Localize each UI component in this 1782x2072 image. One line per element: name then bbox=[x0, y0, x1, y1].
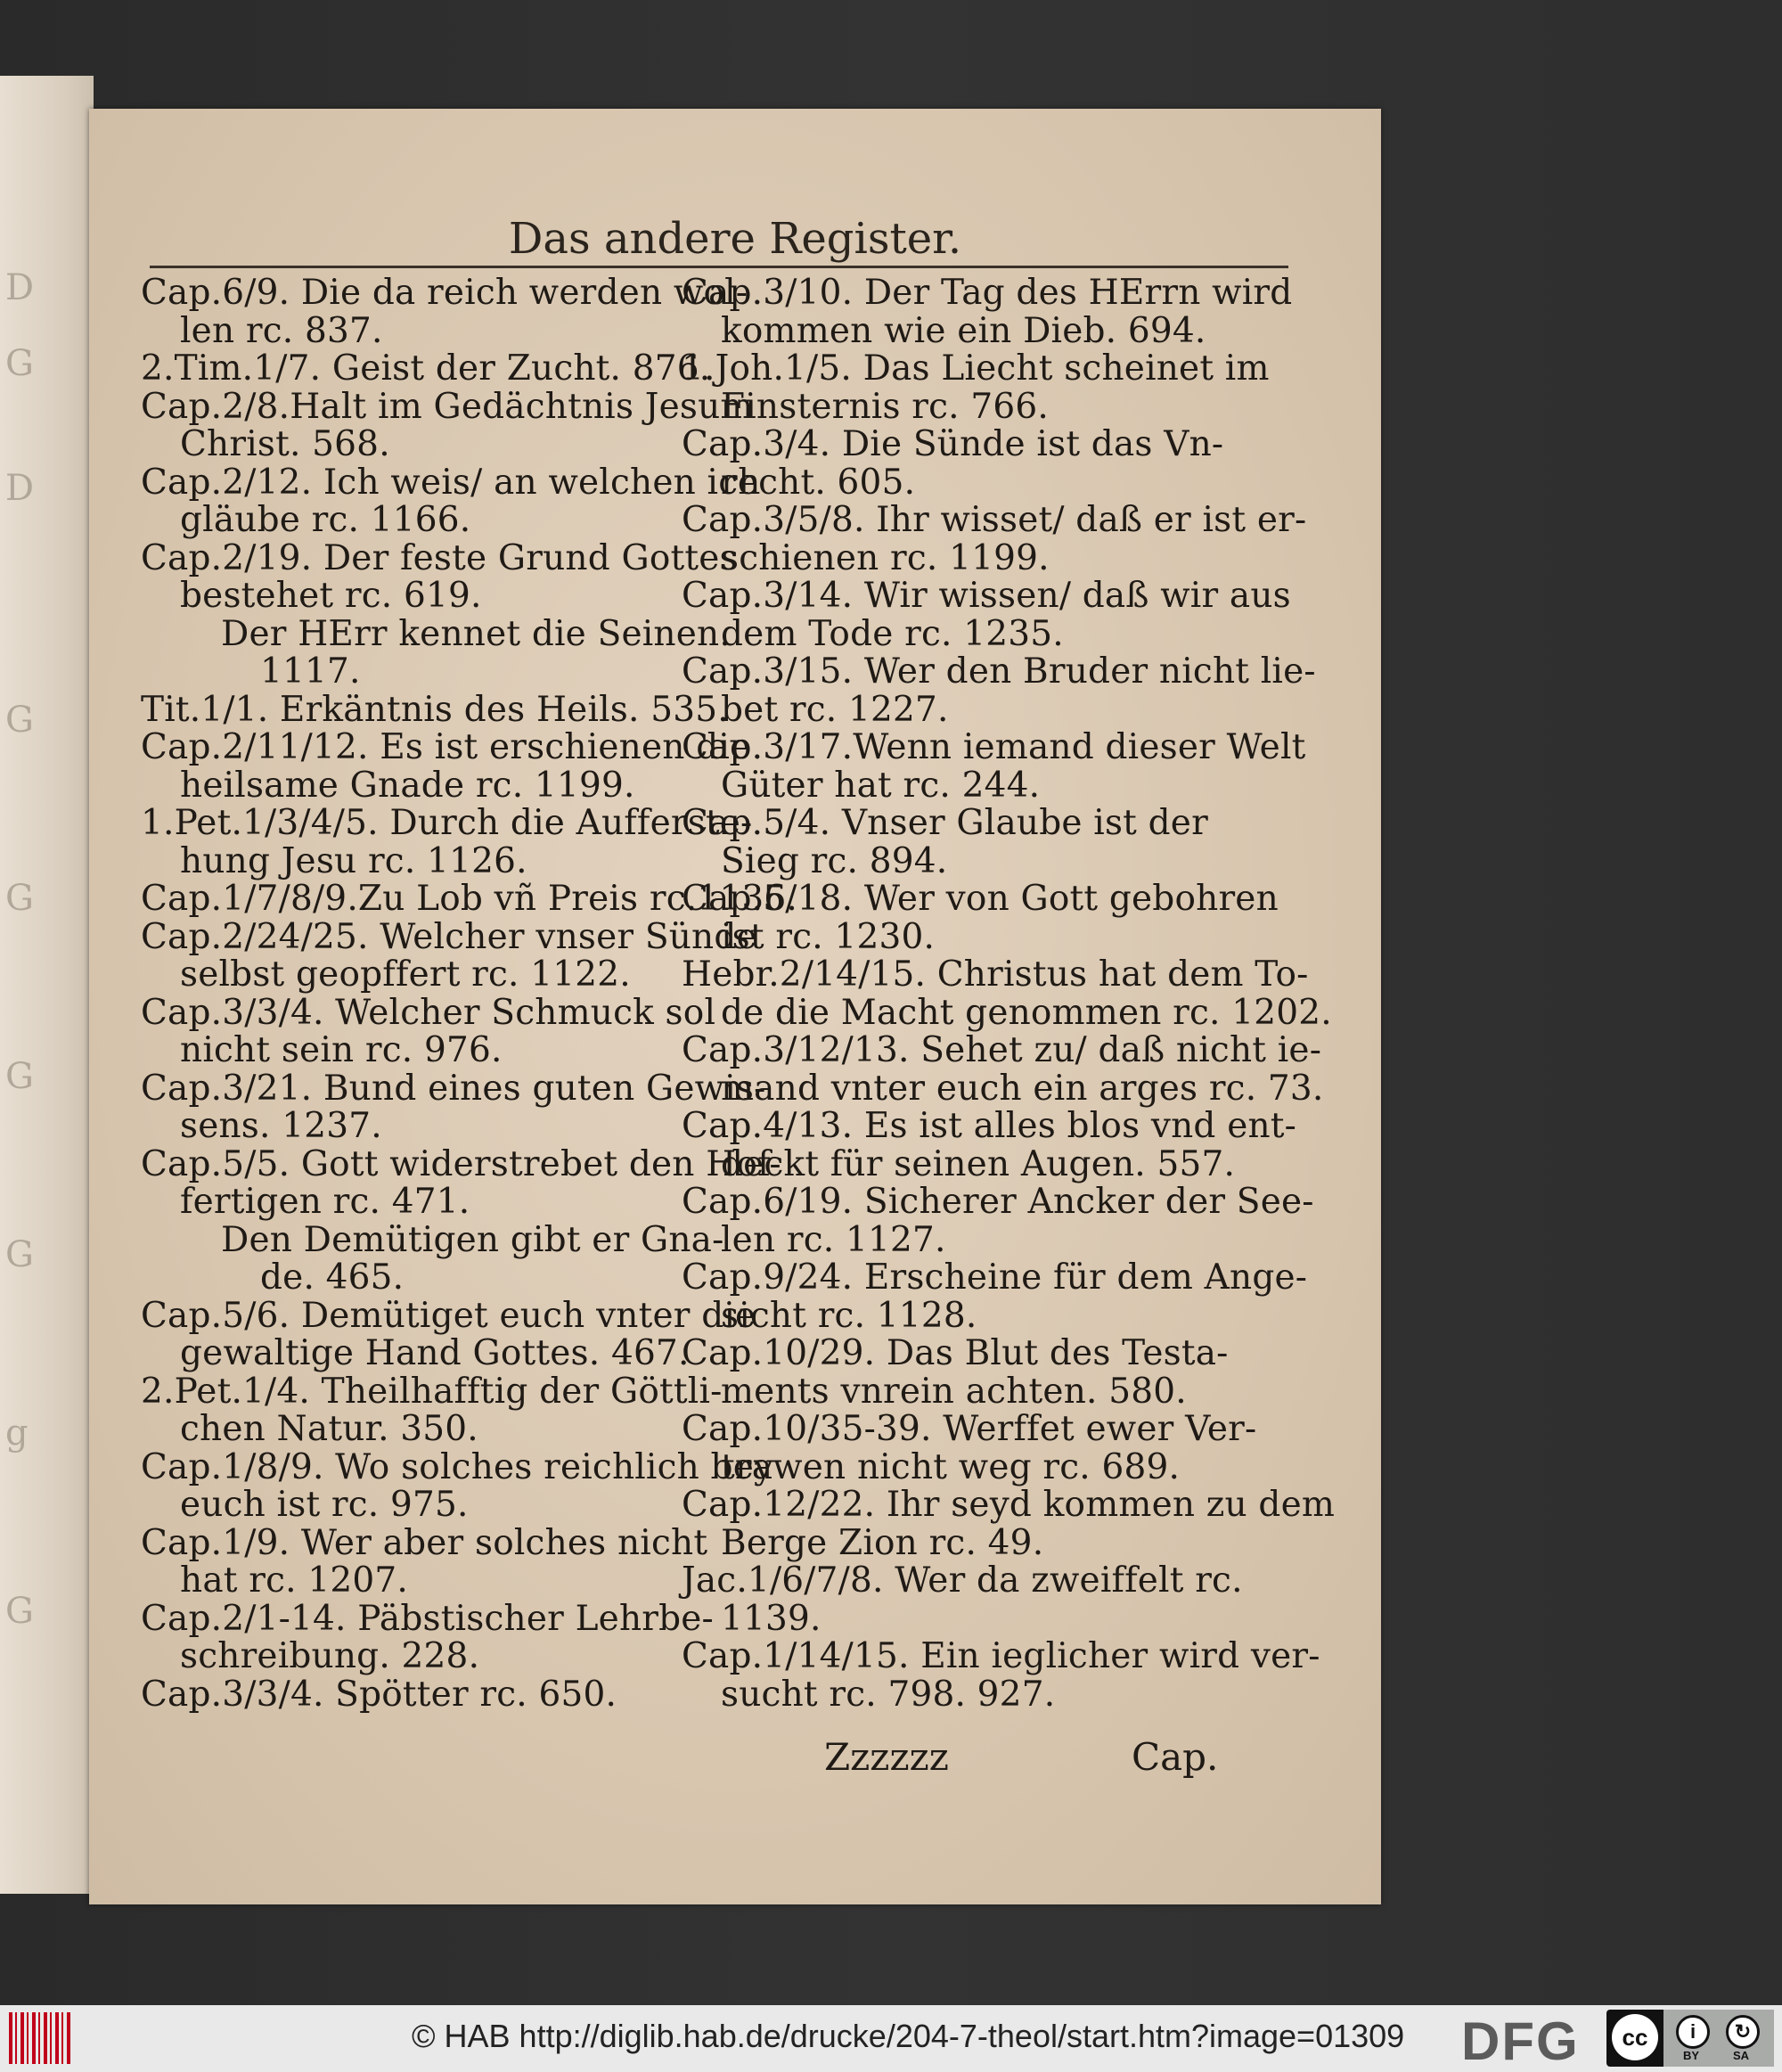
entry-line: Cap.1/14/15. Ein ieglicher wird ver- bbox=[682, 1636, 1320, 1676]
register-entry bbox=[682, 1257, 1308, 1336]
entry-continuation: de die Macht genommen rc. 1202. bbox=[721, 992, 1332, 1033]
entry-line: 2.Tim.1/7. Geist der Zucht. 876. bbox=[141, 348, 711, 389]
register-entry bbox=[141, 879, 798, 919]
entry-continuation: schreibung. 228. bbox=[180, 1636, 480, 1676]
entry-continuation: de. 465. bbox=[260, 1257, 405, 1298]
entry-continuation: 1139. bbox=[721, 1598, 822, 1639]
sa-label: SA bbox=[1733, 2049, 1750, 2062]
entry-line: Cap.3/12/13. Sehet zu/ daß nicht ie- bbox=[682, 1030, 1322, 1070]
entry-continuation: euch ist rc. 975. bbox=[180, 1485, 469, 1525]
entry-line: Tit.1/1. Erkäntnis des Heils. 535. bbox=[141, 689, 729, 730]
entry-line: Cap.3/4. Die Sünde ist das Vn- bbox=[682, 424, 1224, 464]
register-entry bbox=[682, 1485, 1336, 1563]
register-entry bbox=[682, 1333, 1229, 1412]
register-entry bbox=[141, 1446, 774, 1525]
entry-line: Cap.4/13. Es ist alles blos vnd ent- bbox=[682, 1106, 1297, 1146]
entry-line: Cap.3/5/8. Ihr wisset/ daß er ist er- bbox=[682, 500, 1307, 540]
entry-continuation: sens. 1237. bbox=[180, 1106, 382, 1146]
hab-barcode-icon bbox=[9, 2012, 73, 2064]
register-entry bbox=[682, 1030, 1324, 1109]
entry-line: Cap.10/35-39. Werffet ewer Ver- bbox=[682, 1409, 1257, 1449]
entry-line: Cap.9/24. Erscheine für dem Ange- bbox=[682, 1257, 1308, 1298]
entry-continuation: trawen nicht weg rc. 689. bbox=[721, 1446, 1181, 1487]
entry-line: Cap.5/4. Vnser Glaube ist der bbox=[682, 803, 1208, 843]
entry-line: Cap.6/19. Sicherer Ancker der See- bbox=[682, 1182, 1314, 1222]
entry-line: Den Demütigen gibt er Gna- bbox=[221, 1219, 724, 1260]
entry-continuation: ist rc. 1230. bbox=[721, 916, 936, 957]
entry-line: Cap.1/7/8/9.Zu Lob vñ Preis rc.1136. bbox=[141, 879, 798, 919]
entry-line: Cap.10/29. Das Blut des Testa- bbox=[682, 1333, 1229, 1373]
catchword: Cap. bbox=[1132, 1735, 1219, 1779]
entry-continuation: len rc. 837. bbox=[180, 310, 383, 351]
entry-continuation: heilsame Gnade rc. 1199. bbox=[180, 765, 635, 806]
entry-continuation: gläube rc. 1166. bbox=[180, 500, 471, 540]
entry-line: Cap.2/8.Halt im Gedächtnis Jesum bbox=[141, 386, 754, 427]
entry-line: Cap.5/18. Wer von Gott gebohren bbox=[682, 879, 1279, 919]
register-entry bbox=[141, 1068, 766, 1146]
entry-continuation: deckt für seinen Augen. 557. bbox=[721, 1143, 1236, 1184]
register-entry bbox=[682, 879, 1279, 957]
register-entry bbox=[141, 1219, 724, 1298]
entry-line: Cap.1/9. Wer aber solches nicht bbox=[141, 1522, 708, 1563]
register-entry bbox=[141, 992, 716, 1070]
register-entry bbox=[141, 727, 751, 806]
register-entry bbox=[141, 803, 753, 881]
register-entry bbox=[682, 1636, 1320, 1715]
register-entry bbox=[141, 1598, 714, 1676]
register-entry bbox=[682, 348, 1270, 427]
page-title: Das andere Register. bbox=[508, 214, 962, 264]
entry-line: Der HErr kennet die Seinen. bbox=[221, 613, 731, 654]
register-entry bbox=[141, 1522, 708, 1601]
entry-line: Cap.3/14. Wir wissen/ daß wir aus bbox=[682, 576, 1291, 616]
register-entry bbox=[141, 462, 761, 540]
right-column bbox=[682, 273, 1336, 1715]
attribution-icon: i bbox=[1676, 2015, 1710, 2049]
document-page bbox=[89, 109, 1381, 1904]
entry-line: Cap.6/9. Die da reich werden wol- bbox=[141, 273, 748, 313]
register-entry bbox=[682, 500, 1307, 578]
register-entry bbox=[682, 273, 1293, 351]
entry-continuation: sicht rc. 1128. bbox=[721, 1295, 977, 1336]
entry-continuation: hung Jesu rc. 1126. bbox=[180, 840, 527, 881]
entry-continuation: bestehet rc. 619. bbox=[180, 576, 482, 616]
entry-line: 1.Pet.1/3/4/5. Durch die Aufferste- bbox=[141, 803, 753, 843]
entry-line: 1.Joh.1/5. Das Liecht scheinet im bbox=[682, 348, 1270, 389]
entry-line: Cap.1/8/9. Wo solches reichlich bey bbox=[141, 1446, 774, 1487]
entry-continuation: fertigen rc. 471. bbox=[180, 1182, 470, 1222]
register-entry bbox=[682, 1409, 1257, 1487]
previous-page-edge: D G D G G G G g G bbox=[0, 76, 94, 1894]
entry-continuation: sucht rc. 798. 927. bbox=[721, 1674, 1056, 1715]
entry-line: 2.Pet.1/4. Theilhafftig der Göttli- bbox=[141, 1371, 723, 1412]
entry-continuation: gewaltige Hand Gottes. 467. bbox=[180, 1333, 690, 1373]
entry-continuation: 1117. bbox=[260, 651, 361, 692]
entry-continuation: hat rc. 1207. bbox=[180, 1560, 408, 1601]
entry-line: Cap.12/22. Ihr seyd kommen zu dem bbox=[682, 1485, 1336, 1525]
entry-continuation: kommen wie ein Dieb. 694. bbox=[721, 310, 1206, 351]
register-entry bbox=[141, 613, 731, 692]
entry-continuation: schienen rc. 1199. bbox=[721, 537, 1050, 578]
entry-line: Cap.3/3/4. Welcher Schmuck sol bbox=[141, 992, 716, 1033]
entry-continuation: chen Natur. 350. bbox=[180, 1409, 478, 1449]
entry-line: Cap.2/24/25. Welcher vnser Sünde bbox=[141, 916, 757, 957]
entry-continuation: bet rc. 1227. bbox=[721, 689, 949, 730]
entry-continuation: selbst geopffert rc. 1122. bbox=[180, 954, 631, 995]
entry-continuation: ments vnrein achten. 580. bbox=[721, 1371, 1187, 1412]
entry-line: Cap.2/12. Ich weis/ an welchen ich bbox=[141, 462, 761, 503]
entry-line: Cap.5/6. Demütiget euch vnter die bbox=[141, 1295, 756, 1336]
register-entry bbox=[141, 273, 748, 351]
entry-line: Cap.3/10. Der Tag des HErrn wird bbox=[682, 273, 1293, 313]
register-entry bbox=[141, 1143, 781, 1222]
entry-line: Cap.2/11/12. Es ist erschienen die bbox=[141, 727, 751, 767]
dfg-logo: DFG bbox=[1461, 2011, 1580, 2071]
entry-continuation: Berge Zion rc. 49. bbox=[721, 1522, 1044, 1563]
header-rule bbox=[150, 266, 1288, 268]
entry-continuation: nicht sein rc. 976. bbox=[180, 1030, 503, 1070]
register-entry bbox=[682, 651, 1316, 730]
entry-continuation: Christ. 568. bbox=[180, 424, 390, 464]
register-entry bbox=[682, 1106, 1297, 1184]
register-entry bbox=[682, 954, 1332, 1033]
register-entry bbox=[682, 727, 1306, 806]
register-entry bbox=[141, 689, 729, 730]
register-entry bbox=[141, 1371, 723, 1449]
by-label: BY bbox=[1683, 2049, 1700, 2062]
credit-link[interactable]: © HAB http://diglib.hab.de/drucke/204-7-theol/start.htm?image=01309 bbox=[412, 2018, 1405, 2054]
entry-line: Cap.5/5. Gott widerstrebet den Hof- bbox=[141, 1143, 781, 1184]
entry-continuation: recht. 605. bbox=[721, 462, 916, 503]
register-entry bbox=[141, 1295, 756, 1373]
entry-line: Cap.3/21. Bund eines guten Gewis- bbox=[141, 1068, 766, 1109]
entry-line: Cap.2/1-14. Päbstischer Lehrbe- bbox=[141, 1598, 714, 1639]
register-entry bbox=[141, 386, 754, 464]
entry-continuation: Güter hat rc. 244. bbox=[721, 765, 1041, 806]
cc-icon: cc bbox=[1612, 2014, 1658, 2060]
cc-license-badge[interactable] bbox=[1606, 2010, 1774, 2067]
entry-line: Cap.3/15. Wer den Bruder nicht lie- bbox=[682, 651, 1316, 692]
register-entry bbox=[682, 424, 1224, 503]
entry-line: Hebr.2/14/15. Christus hat dem To- bbox=[682, 954, 1309, 995]
register-entry bbox=[682, 1182, 1314, 1260]
entry-line: Cap.3/17.Wenn iemand dieser Welt bbox=[682, 727, 1306, 767]
entry-continuation: mand vnter euch ein arges rc. 73. bbox=[721, 1068, 1324, 1109]
register-entry bbox=[141, 537, 738, 616]
register-entry bbox=[141, 348, 711, 389]
register-entry bbox=[682, 805, 1207, 880]
entry-line: Cap.2/19. Der feste Grund Gottes bbox=[141, 537, 738, 578]
entry-continuation: Finsternis rc. 766. bbox=[721, 386, 1049, 427]
entry-line: Cap.3/3/4. Spötter rc. 650. bbox=[141, 1674, 617, 1715]
entry-continuation: Sieg rc. 894. bbox=[721, 840, 948, 881]
register-entry bbox=[141, 1676, 666, 1715]
register-entry bbox=[141, 916, 757, 995]
viewer-footer bbox=[0, 2005, 1782, 2072]
entry-continuation: dem Tode rc. 1235. bbox=[721, 613, 1064, 654]
register-entry bbox=[682, 1560, 1243, 1639]
register-entry bbox=[682, 576, 1291, 654]
entry-continuation: len rc. 1127. bbox=[721, 1219, 946, 1260]
signature-mark: Zzzzzz bbox=[824, 1735, 949, 1779]
share-alike-icon: ↻ bbox=[1726, 2015, 1760, 2049]
entry-line: Jac.1/6/7/8. Wer da zweiffelt rc. bbox=[682, 1560, 1243, 1601]
